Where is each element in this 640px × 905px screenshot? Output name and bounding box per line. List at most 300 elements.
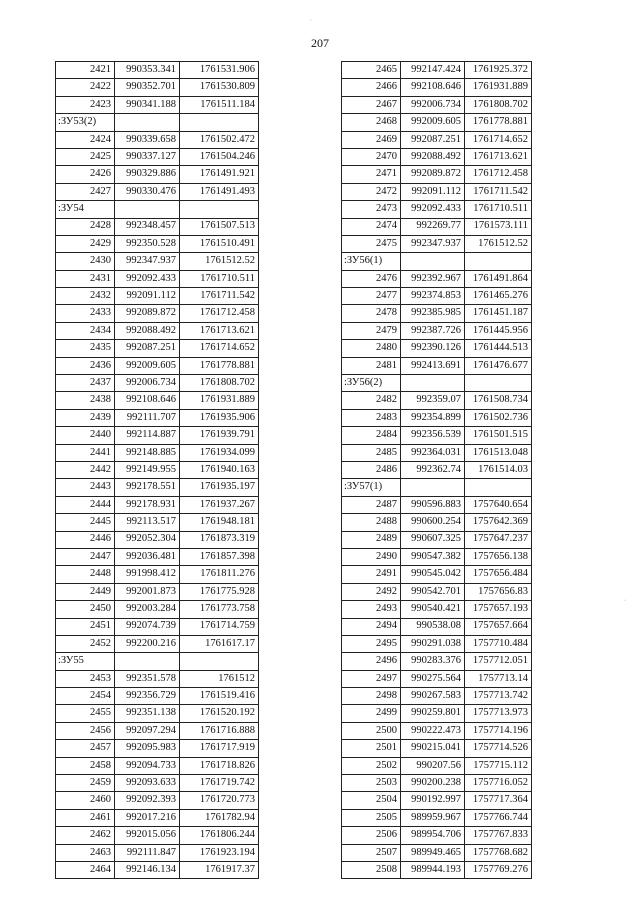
point-number-cell: 2494 bbox=[342, 618, 401, 635]
x-coordinate-cell: 992354.899 bbox=[401, 409, 465, 426]
table-row bbox=[56, 62, 259, 79]
x-coordinate-cell: 992347.937 bbox=[401, 235, 465, 252]
point-number-cell: 2442 bbox=[56, 461, 115, 478]
section-label: :ЗУ56(2) bbox=[342, 375, 401, 392]
point-number-cell: 2465 bbox=[342, 62, 401, 79]
point-number-cell: 2431 bbox=[56, 270, 115, 287]
table-row bbox=[56, 357, 259, 374]
x-coordinate-cell: 992356.729 bbox=[115, 688, 180, 705]
x-coordinate-cell: 989944.193 bbox=[401, 861, 465, 878]
y-coordinate-cell: 1757710.484 bbox=[465, 635, 532, 652]
y-coordinate-cell: 1761465.276 bbox=[465, 288, 532, 305]
y-coordinate-cell: 1757768.682 bbox=[465, 844, 532, 861]
y-coordinate-cell: 1761712.458 bbox=[180, 305, 259, 322]
point-number-cell: 2490 bbox=[342, 548, 401, 565]
table-row bbox=[342, 461, 532, 478]
x-coordinate-cell: 992052.304 bbox=[115, 531, 180, 548]
y-coordinate-cell: 1761502.472 bbox=[180, 131, 259, 148]
table-row bbox=[342, 566, 532, 583]
y-coordinate-cell: 1761512.52 bbox=[180, 253, 259, 270]
x-coordinate-cell: 991998.412 bbox=[115, 566, 180, 583]
x-coordinate-cell: 992149.955 bbox=[115, 461, 180, 478]
x-coordinate-cell: 992097.294 bbox=[115, 722, 180, 739]
table-row bbox=[56, 148, 259, 165]
y-coordinate-cell: 1757656.83 bbox=[465, 583, 532, 600]
point-number-cell: 2427 bbox=[56, 183, 115, 200]
point-number-cell: 2496 bbox=[342, 653, 401, 670]
y-coordinate-cell: 1761502.736 bbox=[465, 409, 532, 426]
x-coordinate-cell: 992413.691 bbox=[401, 357, 465, 374]
table-row bbox=[342, 131, 532, 148]
table-row bbox=[56, 566, 259, 583]
point-number-cell: 2438 bbox=[56, 392, 115, 409]
table-row bbox=[56, 670, 259, 687]
x-coordinate-cell: 992108.646 bbox=[115, 392, 180, 409]
y-coordinate-cell: 1757716.052 bbox=[465, 775, 532, 792]
y-coordinate-cell: 1761808.702 bbox=[465, 96, 532, 113]
point-number-cell: 2499 bbox=[342, 705, 401, 722]
y-coordinate-cell: 1761510.491 bbox=[180, 235, 259, 252]
y-coordinate-cell: 1761512 bbox=[180, 670, 259, 687]
y-coordinate-cell: 1761940.163 bbox=[180, 461, 259, 478]
point-number-cell: 2455 bbox=[56, 705, 115, 722]
point-number-cell: 2469 bbox=[342, 131, 401, 148]
table-row bbox=[56, 253, 259, 270]
x-coordinate-cell: 992092.433 bbox=[115, 270, 180, 287]
x-coordinate-cell: 992385.985 bbox=[401, 305, 465, 322]
point-number-cell: 2463 bbox=[56, 844, 115, 861]
table-row bbox=[56, 861, 259, 878]
section-row bbox=[342, 479, 532, 496]
y-coordinate-cell: 1761716.888 bbox=[180, 722, 259, 739]
point-number-cell: 2450 bbox=[56, 601, 115, 618]
x-coordinate-cell: 992036.481 bbox=[115, 548, 180, 565]
point-number-cell: 2505 bbox=[342, 809, 401, 826]
y-coordinate-cell: 1757767.833 bbox=[465, 827, 532, 844]
point-number-cell: 2435 bbox=[56, 340, 115, 357]
table-row bbox=[342, 62, 532, 79]
point-number-cell: 2425 bbox=[56, 148, 115, 165]
point-number-cell: 2488 bbox=[342, 514, 401, 531]
y-coordinate-cell: 1757766.744 bbox=[465, 809, 532, 826]
table-row bbox=[56, 270, 259, 287]
x-coordinate-cell: 992362.74 bbox=[401, 461, 465, 478]
table-row bbox=[342, 148, 532, 165]
x-coordinate-cell: 992350.528 bbox=[115, 235, 180, 252]
x-coordinate-cell: 990222.473 bbox=[401, 722, 465, 739]
point-number-cell: 2492 bbox=[342, 583, 401, 600]
x-coordinate-cell: 992006.734 bbox=[115, 375, 180, 392]
table-row bbox=[56, 688, 259, 705]
table-row bbox=[342, 357, 532, 374]
x-coordinate-cell: 992147.424 bbox=[401, 62, 465, 79]
point-number-cell: 2467 bbox=[342, 96, 401, 113]
table-row bbox=[56, 288, 259, 305]
x-coordinate-cell: 992091.112 bbox=[401, 183, 465, 200]
table-row bbox=[56, 775, 259, 792]
point-number-cell: 2447 bbox=[56, 548, 115, 565]
table-row bbox=[56, 131, 259, 148]
x-coordinate-cell: 992148.885 bbox=[115, 444, 180, 461]
point-number-cell: 2497 bbox=[342, 670, 401, 687]
x-coordinate-cell: 990547.382 bbox=[401, 548, 465, 565]
x-coordinate-cell: 992094.733 bbox=[115, 757, 180, 774]
point-number-cell: 2430 bbox=[56, 253, 115, 270]
table-row bbox=[342, 166, 532, 183]
y-coordinate-cell: 1761491.493 bbox=[180, 183, 259, 200]
point-number-cell: 2480 bbox=[342, 340, 401, 357]
y-coordinate-cell: 1757715.112 bbox=[465, 757, 532, 774]
x-coordinate-cell: 990339.658 bbox=[115, 131, 180, 148]
coordinates-table-left bbox=[55, 61, 259, 879]
x-coordinate-cell: 992092.433 bbox=[401, 201, 465, 218]
point-number-cell: 2456 bbox=[56, 722, 115, 739]
point-number-cell: 2423 bbox=[56, 96, 115, 113]
point-number-cell: 2470 bbox=[342, 148, 401, 165]
y-coordinate-cell: 1757657.193 bbox=[465, 601, 532, 618]
table-row bbox=[342, 844, 532, 861]
table-row bbox=[342, 201, 532, 218]
x-coordinate-cell: 992200.216 bbox=[115, 635, 180, 652]
y-coordinate-cell: 1757712.051 bbox=[465, 653, 532, 670]
y-coordinate-cell: 1761444.513 bbox=[465, 340, 532, 357]
x-coordinate-cell: 992095.983 bbox=[115, 740, 180, 757]
y-coordinate-cell: 1761573.111 bbox=[465, 218, 532, 235]
table-row bbox=[342, 270, 532, 287]
y-coordinate-cell: 1761504.246 bbox=[180, 148, 259, 165]
y-coordinate-cell: 1761806.244 bbox=[180, 827, 259, 844]
point-number-cell: 2503 bbox=[342, 775, 401, 792]
point-number-cell: 2473 bbox=[342, 201, 401, 218]
x-coordinate-cell: 990545.042 bbox=[401, 566, 465, 583]
point-number-cell: 2507 bbox=[342, 844, 401, 861]
x-coordinate-cell: 990352.701 bbox=[115, 79, 180, 96]
table-row bbox=[342, 322, 532, 339]
x-coordinate-cell: 992351.578 bbox=[115, 670, 180, 687]
scan-speck: · bbox=[310, 18, 312, 24]
y-coordinate-cell: 1757656.138 bbox=[465, 548, 532, 565]
x-coordinate-cell: 990267.583 bbox=[401, 688, 465, 705]
table-row bbox=[56, 705, 259, 722]
table-row bbox=[56, 183, 259, 200]
point-number-cell: 2443 bbox=[56, 479, 115, 496]
table-row bbox=[342, 827, 532, 844]
point-number-cell: 2448 bbox=[56, 566, 115, 583]
table-row bbox=[342, 444, 532, 461]
x-coordinate-cell: 992093.633 bbox=[115, 775, 180, 792]
point-number-cell: 2422 bbox=[56, 79, 115, 96]
y-coordinate-cell: 1761507.513 bbox=[180, 218, 259, 235]
point-number-cell: 2444 bbox=[56, 496, 115, 513]
x-coordinate-cell: 992009.605 bbox=[401, 114, 465, 131]
table-row bbox=[56, 235, 259, 252]
table-row bbox=[342, 235, 532, 252]
y-coordinate-cell: 1761531.906 bbox=[180, 62, 259, 79]
point-number-cell: 2440 bbox=[56, 427, 115, 444]
table-row bbox=[342, 531, 532, 548]
section-label: :ЗУ56(1) bbox=[342, 253, 401, 270]
section-row bbox=[56, 114, 259, 131]
table-row bbox=[342, 757, 532, 774]
y-coordinate-cell: 1761711.542 bbox=[180, 288, 259, 305]
y-coordinate-cell: 1757642.369 bbox=[465, 514, 532, 531]
x-coordinate-cell: 990596.883 bbox=[401, 496, 465, 513]
x-coordinate-cell: 992092.393 bbox=[115, 792, 180, 809]
y-coordinate-cell: 1761931.889 bbox=[465, 79, 532, 96]
table-row bbox=[56, 79, 259, 96]
y-coordinate-cell: 1761775.928 bbox=[180, 583, 259, 600]
x-coordinate-cell: 990259.801 bbox=[401, 705, 465, 722]
table-row bbox=[342, 496, 532, 513]
y-coordinate-cell: 1761476.677 bbox=[465, 357, 532, 374]
table-row bbox=[342, 861, 532, 878]
point-number-cell: 2432 bbox=[56, 288, 115, 305]
point-number-cell: 2495 bbox=[342, 635, 401, 652]
x-coordinate-cell: 989959.967 bbox=[401, 809, 465, 826]
y-coordinate-cell: 1757714.526 bbox=[465, 740, 532, 757]
x-coordinate-cell: 992111.847 bbox=[115, 844, 180, 861]
point-number-cell: 2452 bbox=[56, 635, 115, 652]
point-number-cell: 2489 bbox=[342, 531, 401, 548]
y-coordinate-cell: 1761512.52 bbox=[465, 235, 532, 252]
table-row bbox=[342, 183, 532, 200]
table-row bbox=[342, 79, 532, 96]
section-label: :ЗУ57(1) bbox=[342, 479, 401, 496]
y-coordinate-cell: 1761514.03 bbox=[465, 461, 532, 478]
x-coordinate-cell: 990353.341 bbox=[115, 62, 180, 79]
y-coordinate-cell: 1761513.048 bbox=[465, 444, 532, 461]
table-row bbox=[56, 427, 259, 444]
section-label: :ЗУ55 bbox=[56, 653, 115, 670]
point-number-cell: 2506 bbox=[342, 827, 401, 844]
table-row bbox=[56, 531, 259, 548]
point-number-cell: 2501 bbox=[342, 740, 401, 757]
x-coordinate-cell: 992015.056 bbox=[115, 827, 180, 844]
point-number-cell: 2458 bbox=[56, 757, 115, 774]
x-coordinate-cell: 992017.216 bbox=[115, 809, 180, 826]
table-row bbox=[342, 740, 532, 757]
empty-cell bbox=[465, 375, 532, 392]
empty-cell bbox=[115, 114, 180, 131]
table-row bbox=[56, 322, 259, 339]
x-coordinate-cell: 992351.138 bbox=[115, 705, 180, 722]
y-coordinate-cell: 1761710.511 bbox=[180, 270, 259, 287]
y-coordinate-cell: 1761808.702 bbox=[180, 375, 259, 392]
table-row bbox=[342, 548, 532, 565]
x-coordinate-cell: 990329.886 bbox=[115, 166, 180, 183]
table-row bbox=[56, 461, 259, 478]
section-row bbox=[56, 201, 259, 218]
point-number-cell: 2471 bbox=[342, 166, 401, 183]
point-number-cell: 2466 bbox=[342, 79, 401, 96]
y-coordinate-cell: 1761501.515 bbox=[465, 427, 532, 444]
point-number-cell: 2451 bbox=[56, 618, 115, 635]
x-coordinate-cell: 992392.967 bbox=[401, 270, 465, 287]
x-coordinate-cell: 992089.872 bbox=[401, 166, 465, 183]
y-coordinate-cell: 1761948.181 bbox=[180, 514, 259, 531]
point-number-cell: 2484 bbox=[342, 427, 401, 444]
y-coordinate-cell: 1761519.416 bbox=[180, 688, 259, 705]
x-coordinate-cell: 990291.038 bbox=[401, 635, 465, 652]
table-row bbox=[56, 514, 259, 531]
point-number-cell: 2508 bbox=[342, 861, 401, 878]
table-row bbox=[56, 618, 259, 635]
table-row bbox=[342, 635, 532, 652]
point-number-cell: 2498 bbox=[342, 688, 401, 705]
coordinates-table-right bbox=[341, 61, 532, 879]
point-number-cell: 2474 bbox=[342, 218, 401, 235]
x-coordinate-cell: 990341.188 bbox=[115, 96, 180, 113]
y-coordinate-cell: 1761491.864 bbox=[465, 270, 532, 287]
table-row bbox=[342, 96, 532, 113]
x-coordinate-cell: 992089.872 bbox=[115, 305, 180, 322]
section-row bbox=[342, 375, 532, 392]
x-coordinate-cell: 990607.325 bbox=[401, 531, 465, 548]
table-row bbox=[342, 218, 532, 235]
y-coordinate-cell: 1761718.826 bbox=[180, 757, 259, 774]
point-number-cell: 2472 bbox=[342, 183, 401, 200]
point-number-cell: 2426 bbox=[56, 166, 115, 183]
point-number-cell: 2441 bbox=[56, 444, 115, 461]
table-row bbox=[56, 548, 259, 565]
y-coordinate-cell: 1761717.919 bbox=[180, 740, 259, 757]
y-coordinate-cell: 1761937.267 bbox=[180, 496, 259, 513]
table-row bbox=[56, 809, 259, 826]
x-coordinate-cell: 992356.539 bbox=[401, 427, 465, 444]
y-coordinate-cell: 1761712.458 bbox=[465, 166, 532, 183]
y-coordinate-cell: 1757647.237 bbox=[465, 531, 532, 548]
y-coordinate-cell: 1757640.654 bbox=[465, 496, 532, 513]
point-number-cell: 2493 bbox=[342, 601, 401, 618]
x-coordinate-cell: 992108.646 bbox=[401, 79, 465, 96]
table-row bbox=[342, 670, 532, 687]
y-coordinate-cell: 1761508.734 bbox=[465, 392, 532, 409]
y-coordinate-cell: 1761720.773 bbox=[180, 792, 259, 809]
table-row bbox=[342, 809, 532, 826]
table-row bbox=[342, 722, 532, 739]
x-coordinate-cell: 992088.492 bbox=[115, 322, 180, 339]
x-coordinate-cell: 989949.465 bbox=[401, 844, 465, 861]
table-row bbox=[342, 409, 532, 426]
empty-cell bbox=[180, 114, 259, 131]
table-row bbox=[56, 601, 259, 618]
table-row bbox=[56, 844, 259, 861]
table-row bbox=[342, 653, 532, 670]
x-coordinate-cell: 992390.126 bbox=[401, 340, 465, 357]
table-row bbox=[56, 218, 259, 235]
empty-cell bbox=[180, 201, 259, 218]
empty-cell bbox=[115, 653, 180, 670]
x-coordinate-cell: 992146.134 bbox=[115, 861, 180, 878]
x-coordinate-cell: 990600.254 bbox=[401, 514, 465, 531]
y-coordinate-cell: 1761931.889 bbox=[180, 392, 259, 409]
point-number-cell: 2446 bbox=[56, 531, 115, 548]
point-number-cell: 2476 bbox=[342, 270, 401, 287]
y-coordinate-cell: 1761714.759 bbox=[180, 618, 259, 635]
x-coordinate-cell: 990200.238 bbox=[401, 775, 465, 792]
y-coordinate-cell: 1757713.973 bbox=[465, 705, 532, 722]
point-number-cell: 2449 bbox=[56, 583, 115, 600]
y-coordinate-cell: 1757656.484 bbox=[465, 566, 532, 583]
section-label: :ЗУ54 bbox=[56, 201, 115, 218]
y-coordinate-cell: 1761714.652 bbox=[465, 131, 532, 148]
table-row bbox=[56, 96, 259, 113]
point-number-cell: 2477 bbox=[342, 288, 401, 305]
x-coordinate-cell: 992091.112 bbox=[115, 288, 180, 305]
y-coordinate-cell: 1761923.194 bbox=[180, 844, 259, 861]
x-coordinate-cell: 992006.734 bbox=[401, 96, 465, 113]
empty-cell bbox=[401, 375, 465, 392]
x-coordinate-cell: 990330.476 bbox=[115, 183, 180, 200]
y-coordinate-cell: 1761917.37 bbox=[180, 861, 259, 878]
table-row bbox=[342, 427, 532, 444]
x-coordinate-cell: 992074.739 bbox=[115, 618, 180, 635]
table-row bbox=[342, 288, 532, 305]
y-coordinate-cell: 1761778.881 bbox=[180, 357, 259, 374]
point-number-cell: 2464 bbox=[56, 861, 115, 878]
point-number-cell: 2462 bbox=[56, 827, 115, 844]
point-number-cell: 2504 bbox=[342, 792, 401, 809]
table-row bbox=[56, 444, 259, 461]
point-number-cell: 2436 bbox=[56, 357, 115, 374]
y-coordinate-cell: 1757714.196 bbox=[465, 722, 532, 739]
y-coordinate-cell: 1761445.956 bbox=[465, 322, 532, 339]
table-row bbox=[56, 757, 259, 774]
point-number-cell: 2468 bbox=[342, 114, 401, 131]
x-coordinate-cell: 989954.706 bbox=[401, 827, 465, 844]
y-coordinate-cell: 1761713.621 bbox=[465, 148, 532, 165]
table-row bbox=[56, 375, 259, 392]
table-row bbox=[342, 688, 532, 705]
empty-cell bbox=[115, 201, 180, 218]
empty-cell bbox=[465, 479, 532, 496]
y-coordinate-cell: 1761925.372 bbox=[465, 62, 532, 79]
point-number-cell: 2434 bbox=[56, 322, 115, 339]
table-row bbox=[56, 166, 259, 183]
y-coordinate-cell: 1761939.791 bbox=[180, 427, 259, 444]
x-coordinate-cell: 992269.77 bbox=[401, 218, 465, 235]
point-number-cell: 2429 bbox=[56, 235, 115, 252]
y-coordinate-cell: 1761935.197 bbox=[180, 479, 259, 496]
x-coordinate-cell: 992003.284 bbox=[115, 601, 180, 618]
x-coordinate-cell: 990207.56 bbox=[401, 757, 465, 774]
section-row bbox=[56, 653, 259, 670]
table-row bbox=[342, 705, 532, 722]
empty-cell bbox=[401, 253, 465, 270]
y-coordinate-cell: 1761713.621 bbox=[180, 322, 259, 339]
y-coordinate-cell: 1761520.192 bbox=[180, 705, 259, 722]
y-coordinate-cell: 1757713.14 bbox=[465, 670, 532, 687]
table-row bbox=[342, 601, 532, 618]
y-coordinate-cell: 1761530.809 bbox=[180, 79, 259, 96]
y-coordinate-cell: 1761873.319 bbox=[180, 531, 259, 548]
table-row bbox=[342, 775, 532, 792]
x-coordinate-cell: 990283.376 bbox=[401, 653, 465, 670]
point-number-cell: 2424 bbox=[56, 131, 115, 148]
point-number-cell: 2428 bbox=[56, 218, 115, 235]
table-row bbox=[56, 792, 259, 809]
section-label: :ЗУ53(2) bbox=[56, 114, 115, 131]
x-coordinate-cell: 992114.887 bbox=[115, 427, 180, 444]
table-row bbox=[56, 392, 259, 409]
x-coordinate-cell: 992364.031 bbox=[401, 444, 465, 461]
point-number-cell: 2457 bbox=[56, 740, 115, 757]
table-row bbox=[342, 583, 532, 600]
x-coordinate-cell: 992001.873 bbox=[115, 583, 180, 600]
empty-cell bbox=[401, 479, 465, 496]
empty-cell bbox=[180, 653, 259, 670]
y-coordinate-cell: 1761617.17 bbox=[180, 635, 259, 652]
